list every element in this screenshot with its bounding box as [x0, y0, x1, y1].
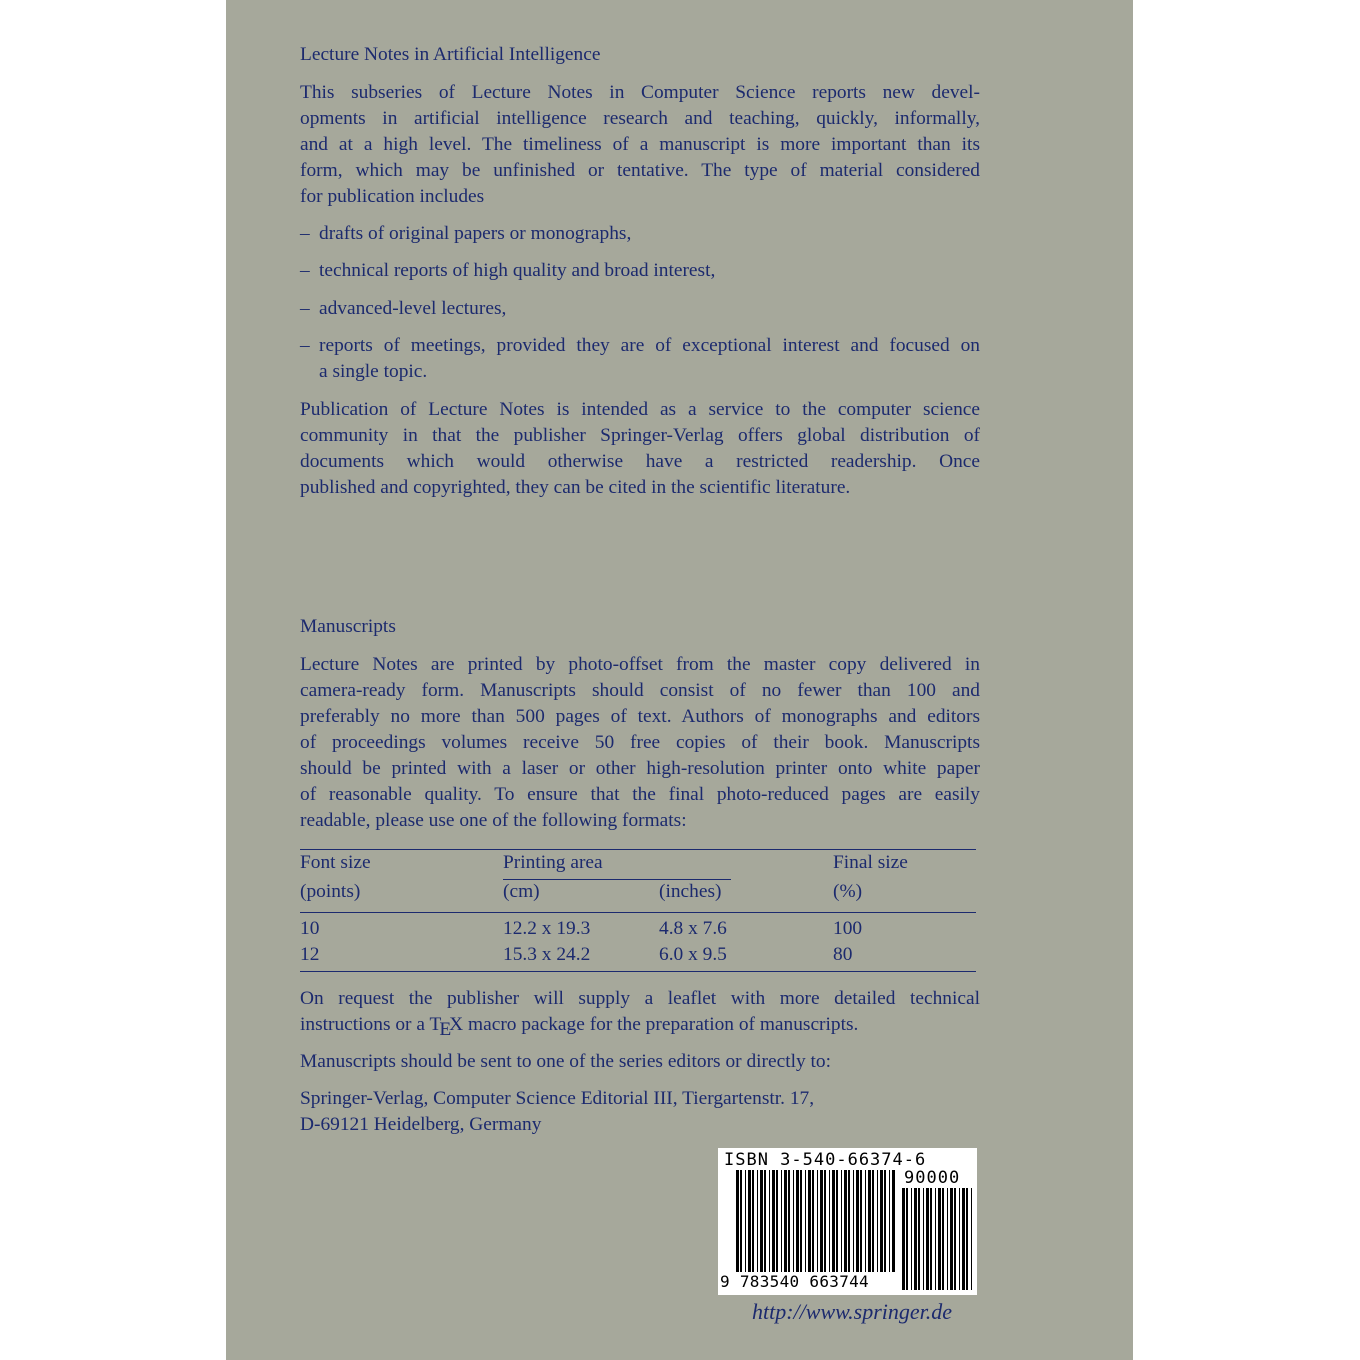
barcode-bar: [820, 1170, 823, 1272]
intro-line: opments in artificial intelligence research and teaching, quickly, informally,: [300, 108, 980, 129]
table-cell-cm: 15.3 x 24.2: [503, 944, 591, 965]
barcode-bar: [868, 1170, 871, 1272]
barcode-bar: [971, 1188, 972, 1290]
publication-line: documents which would otherwise have a restricted readership. Once: [300, 451, 980, 472]
barcode-bar: [880, 1170, 883, 1272]
barcode-bar: [745, 1170, 746, 1272]
barcode-bar: [808, 1170, 811, 1272]
barcode-bar: [769, 1170, 770, 1272]
table-header-percent: (%): [833, 881, 863, 902]
intro-line: for publication includes: [300, 186, 485, 207]
manuscripts-line: preferably no more than 500 pages of text. Authors of monographs and editors: [300, 706, 980, 727]
barcode-bar: [950, 1188, 953, 1290]
barcode-bar: [848, 1170, 850, 1272]
table-cell-font: 10: [300, 918, 320, 939]
barcode-bar: [832, 1170, 835, 1272]
barcode-bar: [877, 1170, 878, 1272]
barcode-bar: [760, 1170, 763, 1272]
list-dash: –: [300, 260, 310, 281]
barcode-bar: [966, 1188, 968, 1290]
barcode-bar: [757, 1170, 758, 1272]
barcode-bar: [776, 1170, 778, 1272]
manuscripts-line: of proceedings volumes receive 50 free copies of their book. Manuscripts: [300, 732, 980, 753]
barcode-bar: [740, 1170, 742, 1272]
list-item: [300, 333, 980, 385]
barcode-bar: [872, 1170, 874, 1272]
barcode-bar: [764, 1170, 766, 1272]
publication-line: Publication of Lecture Notes is intended as a service to the computer science: [300, 399, 980, 420]
barcode-bar: [772, 1170, 775, 1272]
intro-line: and at a high level. The timeliness of a manuscript is more important than its: [300, 134, 980, 155]
manuscripts-paragraph: [300, 652, 980, 834]
manuscripts-line: Lecture Notes are printed by photo-offset from the master copy delivered in: [300, 654, 980, 675]
request-line-start: instructions or a: [300, 1014, 430, 1035]
tex-logo: [429, 1014, 464, 1040]
request-paragraph: [300, 986, 980, 1038]
table-header-cm: (cm): [503, 881, 540, 902]
barcode-bar: [865, 1170, 866, 1272]
table-header-rule: [300, 912, 976, 913]
barcode-bar: [781, 1170, 782, 1272]
table-cell-font: 12: [300, 944, 320, 965]
publication-line: community in that the publisher Springer-Verlag offers global distribution of: [300, 425, 980, 446]
isbn-barcode: [718, 1148, 977, 1295]
manuscripts-line: of reasonable quality. To ensure that the final photo-reduced pages are easily: [300, 784, 980, 805]
barcode-bar: [889, 1170, 890, 1272]
table-header-font-size: Font size: [300, 852, 371, 873]
barcode-bar: [812, 1170, 814, 1272]
barcode-bar: [918, 1188, 920, 1290]
barcode-bar: [748, 1170, 751, 1272]
barcode-bar: [902, 1188, 905, 1290]
request-line: [300, 1012, 980, 1038]
barcode-bar: [938, 1188, 941, 1290]
barcode-bar: [800, 1170, 802, 1272]
publisher-address: [300, 1086, 980, 1138]
table-cell-inches: 4.8 x 7.6: [659, 918, 727, 939]
address-line: Springer-Verlag, Computer Science Editorial III, Tiergartenstr. 17,: [300, 1088, 815, 1109]
barcode-bar: [856, 1170, 859, 1272]
manuscripts-line: readable, please use one of the following formats:: [300, 810, 687, 831]
table-header-inches: (inches): [659, 881, 722, 902]
intro-line: form, which may be unfinished or tentative. The type of material considered: [300, 160, 980, 181]
request-line: On request the publisher will supply a leaflet with more detailed technical: [300, 988, 980, 1009]
request-line-end: macro package for the preparation of manuscripts.: [463, 1014, 859, 1035]
tex-logo-t: T: [429, 1014, 442, 1035]
table-bottom-rule: [300, 971, 976, 972]
table-cell-final: 100: [833, 918, 863, 939]
barcode-bar: [906, 1188, 908, 1290]
barcode-bar: [926, 1188, 929, 1290]
barcode-bar: [930, 1188, 932, 1290]
manuscripts-line: camera-ready form. Manuscripts should consist of no fewer than 100 and: [300, 680, 980, 701]
barcode-bar: [853, 1170, 854, 1272]
barcode-bar: [954, 1188, 956, 1290]
barcode-bar: [959, 1188, 960, 1290]
manuscripts-heading: Manuscripts: [300, 616, 396, 637]
table-cell-inches: 6.0 x 9.5: [659, 944, 727, 965]
barcode-bar: [824, 1170, 826, 1272]
barcode-bar: [892, 1170, 895, 1272]
barcode-bar: [860, 1170, 862, 1272]
barcode-bar: [841, 1170, 842, 1272]
barcode-bar: [752, 1170, 754, 1272]
list-item-text: [319, 333, 980, 385]
list-dash: –: [300, 223, 310, 244]
publication-line: published and copyrighted, they can be cited in the scientific literature.: [300, 477, 851, 498]
list-item-text: advanced-level lectures,: [319, 298, 507, 319]
barcode-bar: [784, 1170, 787, 1272]
list-item-line: a single topic.: [319, 361, 428, 382]
table-header-final-size: Final size: [833, 852, 908, 873]
series-title: Lecture Notes in Artificial Intelligence: [300, 44, 601, 65]
barcode-bar: [942, 1188, 944, 1290]
barcode-bar: [793, 1170, 794, 1272]
publisher-url: http://www.springer.de: [752, 1299, 953, 1324]
list-dash: –: [300, 298, 310, 319]
barcode-bar: [788, 1170, 790, 1272]
publication-paragraph: [300, 397, 980, 501]
barcode-bar: [817, 1170, 818, 1272]
barcode-bar: [884, 1170, 886, 1272]
table-cell-final: 80: [833, 944, 853, 965]
barcode-bar: [805, 1170, 806, 1272]
barcode-bar: [911, 1188, 912, 1290]
barcode-bar: [829, 1170, 830, 1272]
tex-logo-e: E: [439, 1019, 452, 1040]
barcode-bar: [962, 1188, 965, 1290]
barcode-bar: [935, 1188, 936, 1290]
barcode-bar: [736, 1170, 739, 1272]
table-header-printing-area: Printing area: [503, 852, 603, 873]
address-line: D-69121 Heidelberg, Germany: [300, 1114, 542, 1135]
list-dash: –: [300, 335, 310, 356]
manuscripts-line: should be printed with a laser or other high-resolution printer onto white paper: [300, 758, 980, 779]
intro-paragraph: [300, 80, 980, 210]
barcode-bar: [796, 1170, 799, 1272]
table-cell-cm: 12.2 x 19.3: [503, 918, 591, 939]
price-addon-label: 90000: [904, 1168, 961, 1188]
table-header-points: (points): [300, 881, 361, 902]
list-item-text: drafts of original papers or monographs,: [319, 223, 632, 244]
intro-line: This subseries of Lecture Notes in Computer Science reports new devel-: [300, 82, 980, 103]
barcode-bar: [844, 1170, 847, 1272]
ean-number: 9 783540 663744: [720, 1272, 869, 1291]
list-item-text: technical reports of high quality and broad interest,: [319, 260, 716, 281]
barcode-bar: [914, 1188, 917, 1290]
isbn-label: ISBN 3-540-66374-6: [724, 1150, 927, 1170]
send-instruction: Manuscripts should be sent to one of the series editors or directly to:: [300, 1051, 831, 1072]
barcode-bar: [947, 1188, 948, 1290]
tex-logo-x: X: [449, 1014, 464, 1035]
barcode-bar: [923, 1188, 924, 1290]
list-item-line: reports of meetings, provided they are of exceptional interest and focused on: [319, 335, 980, 356]
barcode-bar: [836, 1170, 838, 1272]
